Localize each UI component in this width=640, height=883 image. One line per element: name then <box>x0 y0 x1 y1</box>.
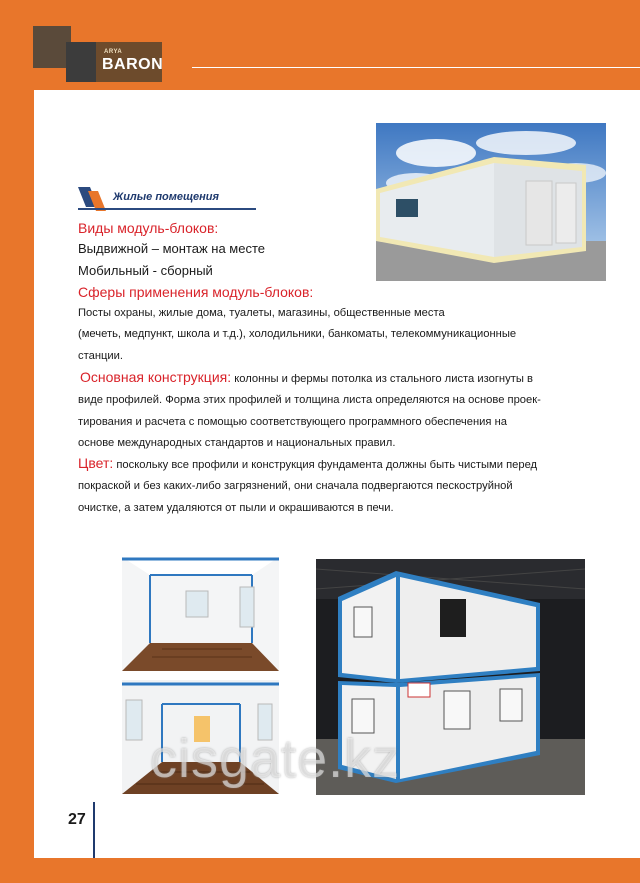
construction-line-2: виде профилей. Форма этих профилей и толщина листа определяются на основе проек- <box>78 394 541 407</box>
construction-label: Основная конструкция: <box>80 369 232 385</box>
bottom-frame <box>0 858 640 883</box>
color-line-2: покраской и без каких-либо загрязнений, они сначала подвергаются пескоструйной <box>78 480 513 493</box>
color-line-3: очистке, а затем удаляются от пыли и окрашиваются в печи. <box>78 501 394 514</box>
type-2: Мобильный - сборный <box>78 263 213 278</box>
header-rule <box>192 67 640 68</box>
uses-line-2: (мечеть, медпункт, школа и т.д.), холодильники, банкоматы, телекоммуникационные <box>78 328 517 341</box>
construction-paragraph <box>80 367 600 455</box>
uses-line-3: станции. <box>78 349 124 362</box>
section-title: Жилые помещения <box>113 191 219 203</box>
uses-line-1: Посты охраны, жилые дома, туалеты, магазины, общественные места <box>78 307 445 319</box>
construction-line-4: основе международных стандартов и национальных правил. <box>78 437 396 450</box>
color-paragraph <box>78 453 598 519</box>
color-text-1: поскольку все профили и конструкция фундамента должны быть чистыми перед <box>113 459 538 471</box>
watermark: cisgate.kz <box>150 729 401 789</box>
section-underline <box>78 208 256 210</box>
logo-square-grey <box>66 42 96 82</box>
photo-expandable-module <box>376 123 606 281</box>
types-heading: Виды модуль-блоков: <box>78 220 219 236</box>
color-line-1 <box>78 453 598 476</box>
brand-name: BARON <box>102 56 164 73</box>
construction-line-1 <box>80 367 600 390</box>
uses-heading: Сферы применения модуль-блоков: <box>78 284 314 300</box>
construction-text-1: колонны и фермы потолка из стального листа изогнуты в <box>231 373 533 385</box>
page-number: 27 <box>68 811 86 828</box>
construction-line-3: тирования и расчета с помощью соответствующего программного обеспечения на <box>78 415 507 428</box>
type-1: Выдвижной – монтаж на месте <box>78 241 266 256</box>
color-label: Цвет: <box>78 455 114 471</box>
scalloped-edge <box>34 84 640 96</box>
brand-small-text: ARYA <box>104 49 123 55</box>
uses-paragraph <box>78 303 598 367</box>
photo-interior-1 <box>122 557 279 671</box>
page-number-bar <box>93 802 95 858</box>
